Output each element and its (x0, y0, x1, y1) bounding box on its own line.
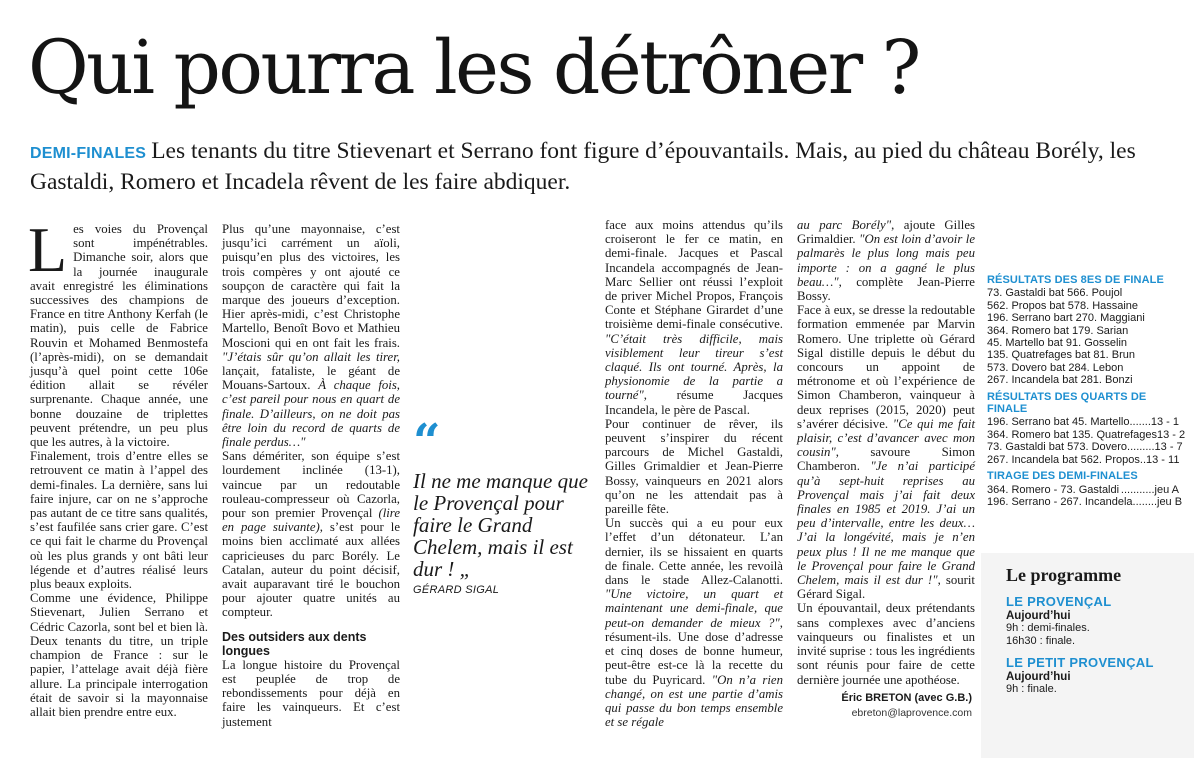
paragraph: Plus qu’une mayonnaise, c’est jusqu’ici carrément un aïoli, puisqu’en plus des victoires, les trois compères y ont ajouté ce soupçon de caractère qui fait la marque des joueurs d’exception. Hier après-midi, c’est Christophe Martello, Benoît Bovo et Mathieu Moscioni qui en ont fait les frais. "J’étais sûr qu’on allait les tirer, lançait, fataliste, le géant de Mouans-Sartoux. À chaque fois, c’est pareil pour nous en quart de finale. D’ailleurs, on ne doit pas être loin du record de quarts de finale perdus…" (222, 222, 401, 450)
paragraph: Comme une évidence, Philippe Stievenart, Julien Serrano et Cédric Cazorla, sont bel et bien là. Deux tenants du titre, un triple champion de France : sur le papier, l’attelage avait déjà fière allure. La principale interrogation était de savoir si la mayonnaise allait bien prendre entre eux. (30, 591, 208, 719)
result-line: 196. Serrano bat 45. Martello .......13 - 1 (987, 416, 1180, 429)
result-line: 573. Dovero bat 284. Lebon (987, 361, 1124, 374)
paragraph: au parc Borély", ajoute Gilles Grimaldier. "On est loin d’avoir le palmarès le plus long mais peu importe : on a gagné le plus beau…", complète Jean-Pierre Bossy. (797, 218, 976, 304)
event-name: LE PETIT PROVENÇAL (1006, 655, 1154, 670)
article-column-2 (222, 222, 400, 729)
event-day: Aujourd’hui (1006, 610, 1071, 622)
results-heading: RÉSULTATS DES 8ES DE FINALE (987, 274, 1164, 286)
programme-section (1006, 594, 1180, 647)
results-box (987, 274, 1186, 508)
paragraph: Finalement, trois d’entre elles se retrouvent ce matin à l’appel des demi-finales. La dernière, sans lui faire injure, car on ne s’approche pas autant de ce titre sans qualités, s’est faufilée sans crier gare. C’est ce qui fait le charme du Provençal où les plus grands y ont bâti leur légende et d’autres réalisé leurs plus beaux exploits. (30, 449, 208, 592)
paragraph: Un succès qui a eu pour eux l’effet d’un détonateur. L’an dernier, ils se hissaient en quarts de finale. Cette année, les revoilà dans le stade Allez-Calanotti. "Une victoire, un quart et maintenant une demi-finale, que peut-on demander de mieux ?", résument-ils. Une dose d’adresse et cinq doses de bonne humeur, peut-être est-ce là la recette du tube du Puyricard. "On n’a rien changé, on est une partie d’amis qui passe du bon temps ensemble et se régale (605, 516, 783, 730)
event-day: Aujourd’hui (1006, 671, 1071, 683)
paragraph: Un épouvantail, deux prétendants sans complexes avec d’anciens vainqueurs ou finalistes et un invité suprise : tous les ingrédients sont réunis pour faire de cette dernière journée une apothéose. (797, 601, 975, 687)
result-line: 45. Martello bat 91. Gosselin (987, 337, 1128, 350)
result-line: 135. Quatrefages bat 81. Brun (987, 349, 1135, 362)
result-line: 364. Romero bat 135. Quatrefages 13 - 2 (987, 428, 1186, 441)
quote-text: Il ne me manque que le Provençal pour faire le Grand Chelem, mais il est dur ! „ (413, 469, 588, 581)
result-line: 196. Serrano bart 270. Maggiani (987, 312, 1145, 325)
paragraph: Pour continuer de rêver, ils peuvent s’inspirer du récent parcours de Michel Gastaldi, Gilles Grimaldier et Jean-Pierre Bossy, vainqueurs en 2021 alors qu’on ne les attendait pas à pareille fête. (605, 416, 783, 517)
author-name: Éric BRETON (avec G.B.) (841, 692, 972, 704)
result-line: 73. Gastaldi bat 566. Poujol (987, 287, 1123, 300)
paragraph: Face à eux, se dresse la redoutable formation emmenée par Marvin Romero. Une triplette où Gérard Sigal distille depuis le début du concours un appoint de métronome et où l’expérience de Simon Chamberon, vainqueur à deux reprises (2015, 2020) peut s’avérer décisive. "Ce qui me fait plaisir, c’est d’avancer avec mon cousin", savoure Simon Chamberon. "Je n’ai participé qu’à sept-huit reprises au Provençal mais j’ai fait deux finales en 1985 et 2019. J’ai un peu d’intervalle, entre les deux… J’ai la longévité, mais je n’en peux plus ! Il ne me manque que le Provençal pour faire le Grand Chelem, mais il est dur !", sourit Gérard Sigal. (797, 303, 975, 602)
paragraph: Sans démériter, son équipe s’est lourdement inclinée (13-1), vaincue par un redoutable rouleau-compresseur où Cazorla, pour son premier Provençal (lire en page suivante), s’est pour le moins bien acclimaté aux allées capricieuses du parc Borély. Le Catalan, auteur du point décisif, avait auparavant tiré le bouchon pour ajouter quatre unités au compteur. (222, 449, 400, 620)
results-heading: RÉSULTATS DES QUARTS DE FINALE (987, 390, 1147, 416)
byline (790, 692, 972, 719)
intertitle: Des outsiders aux dents longues (222, 629, 367, 658)
result-line: 196. Serrano - 267. Incandela ........jeu B (987, 495, 1183, 508)
paragraph: es voies du Provençal sont impénétrables. Dimanche soir, alors que la journée inaugurale avait enregistré les éliminations successives des champions de France en titre Anthony Kerfah (le matin), puis celle de Fabrice Rouvin et Mohamed Benmostefa (l’après-midi), on se demandait jusqu’à quel point cette 106e édition allait se révéler surprenante. Chaque année, une bonne douzaine de triplettes peuvent prétendre, un peu plus que les autres, à la victoire. (30, 222, 208, 450)
quote-mark-icon: “ (413, 414, 441, 470)
result-line: 267. Incandela bat 562. Propos ..13 - 11 (987, 453, 1180, 466)
subhead (30, 137, 1180, 196)
paragraph: face aux moins attendus qu’ils croiseront le fer ce matin, en demi-finale. Jacques et Pascal Incandela accompagnés de Jean-Marc Sellier ont réussi l’exploit de priver Michel Propos, François Conte et Stéphane Girardet d’une troisième demi-finale consécutive. "C’était très difficile, mais visiblement leur tireur s’est claqué. Ils ont tourné. Après, la physionomie de la partie a tourné", résume Jacques Incandela, le père de Pascal. (605, 218, 783, 417)
event-time: 9h : demi-finales. (1006, 622, 1090, 634)
section-kicker: DEMI-FINALES (30, 145, 147, 162)
result-line: 562. Propos bat 578. Hassaine (987, 299, 1139, 312)
headline: Qui pourra les détrôner ? (28, 25, 919, 111)
event-name: LE PROVENÇAL (1006, 594, 1112, 609)
quote-author: GÉRARD SIGAL (413, 584, 500, 596)
programme-section (1006, 655, 1180, 696)
result-line: 73. Gastaldi bat 573. Dovero .........13 - 7 (987, 441, 1183, 454)
event-time: 9h : finale. (1006, 683, 1057, 695)
pull-quote (413, 414, 588, 596)
article-column-3 (605, 218, 783, 729)
result-line: 364. Romero bat 179. Sarian (987, 324, 1129, 337)
article-column-4 (797, 218, 975, 687)
results-heading: TIRAGE DES DEMI-FINALES (987, 470, 1138, 483)
subhead-text: Les tenants du titre Stievenart et Serrano font figure d’épouvantails. Mais, au pied du château Borély, les Gastaldi, Romero et Incadela rêvent de les faire abdiquer. (30, 138, 1136, 195)
result-line: 267. Incandela bat 281. Bonzi (987, 374, 1133, 387)
event-time: 16h30 : finale. (1006, 634, 1076, 647)
article-column-1 (28, 214, 208, 719)
author-email: ebreton@laprovence.com (851, 707, 972, 719)
programme-box (992, 565, 1180, 704)
programme-title: Le programme (1006, 565, 1122, 585)
dropcap: L (28, 214, 68, 285)
paragraph: La longue histoire du Provençal est peuplée de trop de rebondissements pour déjà en faire les vainqueurs. Et c’est justement (222, 657, 400, 729)
result-line: 364. Romero - 73. Gastaldi ...........jeu A (987, 483, 1179, 496)
